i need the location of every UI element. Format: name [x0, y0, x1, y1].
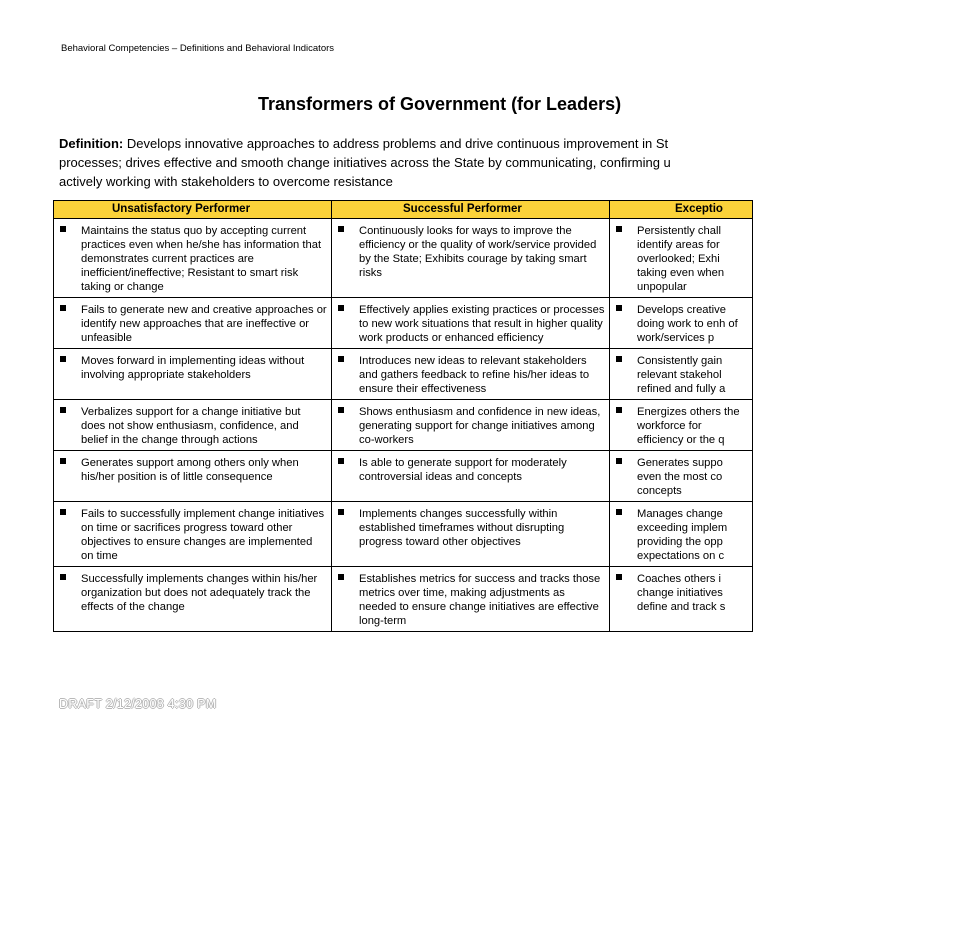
- indicator-item: [332, 400, 609, 450]
- indicator-text: Consistently gain relevant stakehol refined and fully a: [637, 355, 726, 395]
- bullet-icon: [60, 226, 66, 232]
- definition-line-3: actively working with stakeholders to overcome resistance: [59, 174, 393, 189]
- indicator-item: [332, 349, 609, 399]
- indicator-item: [332, 567, 609, 631]
- indicator-item: [332, 219, 609, 283]
- cell-successful: [332, 219, 610, 298]
- bullet-icon: [60, 509, 66, 515]
- table-row: [54, 567, 753, 632]
- indicator-text: Manages change exceeding implem providing the opp expectations on c: [637, 508, 728, 562]
- indicator-text: Is able to generate support for moderately controversial ideas and concepts: [359, 457, 567, 483]
- indicator-text: Maintains the status quo by accepting current practices even when he/she has information that demonstrates current practices are inefficient/ineffective; Resistant to smart risk taking or change: [81, 225, 322, 293]
- cell-successful: [332, 502, 610, 567]
- header-exceptional: Exceptio: [610, 201, 753, 219]
- bullet-icon: [616, 226, 622, 232]
- cell-successful: [332, 451, 610, 502]
- indicator-item: [54, 451, 331, 487]
- table-row: [54, 502, 753, 567]
- bullet-icon: [338, 356, 344, 362]
- indicator-text: Continuously looks for ways to improve the efficiency or the quality of work/service provided by the State; Exhibits courage by taking smart risks: [359, 225, 597, 279]
- bullet-icon: [616, 574, 622, 580]
- indicator-text: Establishes metrics for success and tracks those metrics over time, making adjustments as needed to ensure change initiatives are effective long-term: [359, 573, 601, 627]
- indicator-item: [332, 298, 609, 348]
- cell-unsatisfactory: [54, 567, 332, 632]
- cell-exceptional: [610, 400, 753, 451]
- indicator-item: [610, 451, 752, 501]
- indicator-item: [610, 219, 752, 297]
- bullet-icon: [616, 356, 622, 362]
- cell-unsatisfactory: [54, 451, 332, 502]
- indicator-item: [54, 502, 331, 566]
- indicator-item: [610, 400, 752, 450]
- indicator-text: Moves forward in implementing ideas without involving appropriate stakeholders: [81, 355, 305, 381]
- definition-label: Definition:: [59, 136, 124, 151]
- indicator-item: [610, 567, 752, 617]
- bullet-icon: [60, 356, 66, 362]
- cell-successful: [332, 349, 610, 400]
- indicator-text: Effectively applies existing practices or processes to new work situations that result in higher quality work products or enhanced efficiency: [359, 304, 605, 344]
- bullet-icon: [60, 407, 66, 413]
- page-header: Behavioral Competencies – Definitions and Behavioral Indicators: [61, 43, 335, 54]
- indicator-text: Generates support among others only when his/her position is of little consequence: [81, 457, 299, 483]
- indicator-text: Energizes others the workforce for efficiency or the q: [637, 406, 740, 446]
- indicator-text: Implements changes successfully within established timeframes without disrupting progress toward other objectives: [359, 508, 565, 548]
- bullet-icon: [338, 458, 344, 464]
- indicator-item: [54, 349, 331, 385]
- definition-block: [59, 134, 959, 191]
- cell-exceptional: [610, 567, 753, 632]
- bullet-icon: [338, 407, 344, 413]
- bullet-icon: [60, 574, 66, 580]
- bullet-icon: [616, 305, 622, 311]
- indicator-text: Generates suppo even the most co concepts: [637, 457, 723, 497]
- bullet-icon: [616, 407, 622, 413]
- indicator-item: [54, 400, 331, 450]
- bullet-icon: [616, 458, 622, 464]
- cell-exceptional: [610, 349, 753, 400]
- cell-successful: [332, 298, 610, 349]
- bullet-icon: [60, 305, 66, 311]
- indicator-item: [54, 298, 331, 348]
- cell-successful: [332, 567, 610, 632]
- competency-table: [53, 200, 753, 632]
- definition-line-1: [59, 134, 959, 153]
- table-row: [54, 298, 753, 349]
- table-row: [54, 219, 753, 298]
- indicator-item: [610, 502, 752, 566]
- indicator-item: [610, 349, 752, 399]
- definition-text-1: Develops innovative approaches to address problems and drive continuous improvement in St: [126, 136, 669, 151]
- cell-unsatisfactory: [54, 349, 332, 400]
- table-row: [54, 451, 753, 502]
- table-header-row: [54, 201, 753, 219]
- bullet-icon: [60, 458, 66, 464]
- indicator-item: [54, 567, 331, 617]
- cell-unsatisfactory: [54, 400, 332, 451]
- indicator-text: Fails to generate new and creative approaches or identify new approaches that are ineffective or unfeasible: [81, 304, 327, 344]
- page-title: Transformers of Government (for Leaders): [258, 94, 622, 114]
- cell-unsatisfactory: [54, 219, 332, 298]
- indicator-item: [54, 219, 331, 297]
- indicator-text: Successfully implements changes within his/her organization but does not adequately track the effects of the change: [81, 573, 318, 613]
- bullet-icon: [338, 509, 344, 515]
- indicator-text: Introduces new ideas to relevant stakeholders and gathers feedback to refine his/her ideas to ensure their effectiveness: [359, 355, 590, 395]
- cell-exceptional: [610, 298, 753, 349]
- header-unsatisfactory: Unsatisfactory Performer: [54, 201, 332, 219]
- table-row: [54, 400, 753, 451]
- cell-exceptional: [610, 502, 753, 567]
- indicator-text: Persistently chall identify areas for overlooked; Exhi taking even when unpopular: [637, 225, 725, 293]
- header-successful: Successful Performer: [332, 201, 610, 219]
- cell-unsatisfactory: [54, 298, 332, 349]
- cell-exceptional: [610, 219, 753, 298]
- indicator-text: Verbalizes support for a change initiative but does not show enthusiasm, confidence, and belief in the change through actions: [81, 406, 301, 446]
- cell-exceptional: [610, 451, 753, 502]
- indicator-item: [332, 502, 609, 552]
- indicator-text: Develops creative doing work to enh of work/services p: [637, 304, 738, 344]
- bullet-icon: [616, 509, 622, 515]
- definition-line-2: processes; drives effective and smooth change initiatives across the State by communicating, confirming u: [59, 155, 671, 170]
- indicator-text: Shows enthusiasm and confidence in new ideas, generating support for change initiatives among co-workers: [359, 406, 601, 446]
- bullet-icon: [338, 305, 344, 311]
- indicator-item: [332, 451, 609, 487]
- bullet-icon: [338, 574, 344, 580]
- cell-unsatisfactory: [54, 502, 332, 567]
- cell-successful: [332, 400, 610, 451]
- draft-watermark: DRAFT 2/12/2008 4:30 PM: [59, 697, 217, 711]
- table-row: [54, 349, 753, 400]
- indicator-item: [610, 298, 752, 348]
- indicator-text: Coaches others i change initiatives define and track s: [637, 573, 726, 613]
- bullet-icon: [338, 226, 344, 232]
- indicator-text: Fails to successfully implement change initiatives on time or sacrifices progress toward other objectives to ensure changes are implemented on time: [81, 508, 325, 562]
